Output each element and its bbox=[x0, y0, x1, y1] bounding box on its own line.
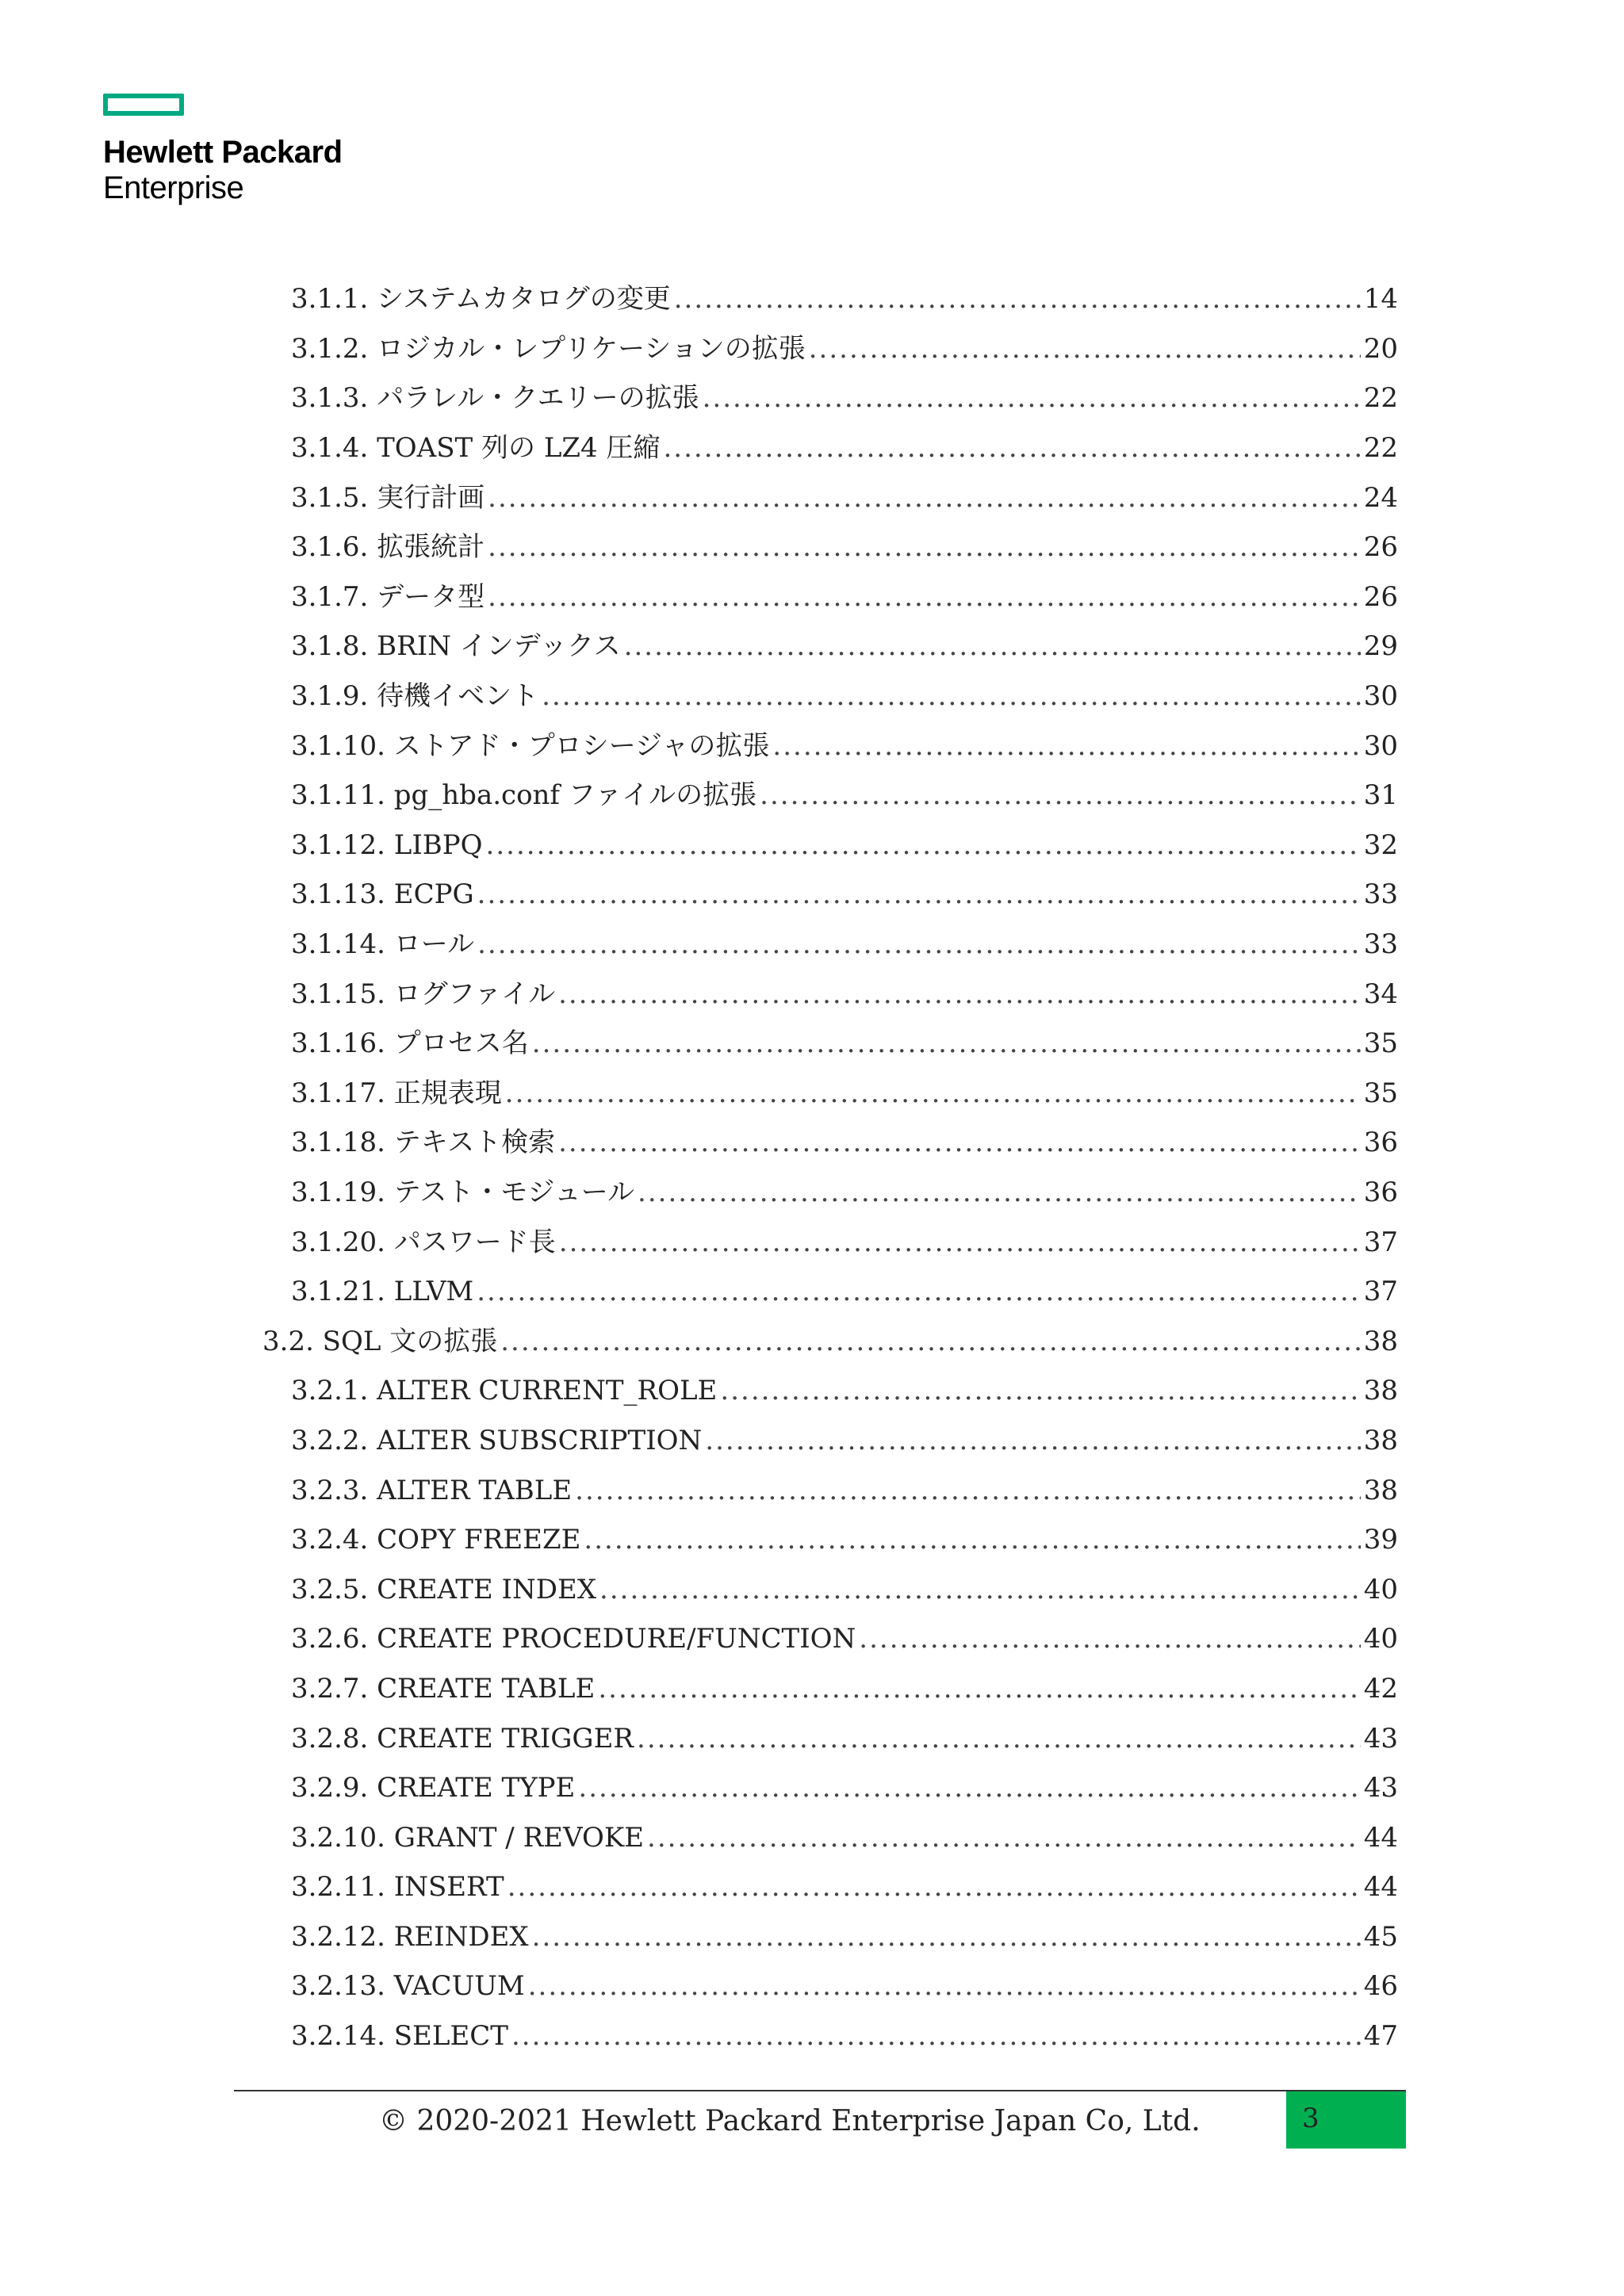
toc-entry-line bbox=[291, 432, 1398, 464]
toc-dot-leader bbox=[505, 1077, 1361, 1109]
toc-entry-page: 43 bbox=[1363, 1772, 1398, 1804]
toc-entry[interactable] bbox=[0, 522, 1624, 572]
toc-entry[interactable] bbox=[0, 969, 1624, 1019]
toc-entry-line bbox=[291, 878, 1398, 910]
toc-entry-page: 43 bbox=[1363, 1722, 1398, 1755]
toc-entry[interactable] bbox=[0, 423, 1624, 473]
page-number-box bbox=[1286, 2091, 1406, 2149]
toc-entry[interactable] bbox=[0, 1614, 1624, 1664]
toc-entry-label: 3.2.14. SELECT bbox=[291, 2020, 508, 2053]
toc-entry-line bbox=[291, 1623, 1398, 1655]
toc-dot-leader bbox=[647, 1822, 1361, 1854]
toc-entry-line bbox=[291, 1822, 1398, 1854]
footer-copyright: © 2020-2021 Hewlett Packard Enterprise Japan Co, Ltd. bbox=[379, 2105, 1201, 2137]
toc-entry[interactable] bbox=[0, 771, 1624, 821]
toc-dot-leader bbox=[508, 1871, 1361, 1903]
table-of-contents bbox=[0, 274, 1624, 2061]
toc-dot-leader bbox=[624, 630, 1361, 662]
toc-entry-label: 3.1.1. システムカタログの変更 bbox=[291, 283, 671, 316]
toc-entry[interactable] bbox=[0, 1019, 1624, 1069]
toc-entry[interactable] bbox=[0, 473, 1624, 522]
toc-dot-leader bbox=[674, 283, 1361, 315]
toc-entry-page: 14 bbox=[1363, 283, 1398, 316]
company-logo bbox=[103, 94, 343, 206]
toc-entry-page: 37 bbox=[1363, 1276, 1398, 1308]
toc-entry-page: 46 bbox=[1363, 1970, 1398, 2003]
toc-dot-leader bbox=[703, 382, 1361, 414]
toc-entry-line bbox=[291, 1871, 1398, 1903]
toc-entry-line bbox=[291, 1425, 1398, 1456]
toc-entry[interactable] bbox=[0, 1912, 1624, 1962]
toc-entry-label: 3.1.2. ロジカル・レプリケーションの拡張 bbox=[291, 332, 806, 365]
toc-entry[interactable] bbox=[0, 1118, 1624, 1168]
toc-entry[interactable] bbox=[0, 1961, 1624, 2011]
logo-text-line1: Hewlett Packard bbox=[103, 135, 343, 170]
toc-entry[interactable] bbox=[0, 324, 1624, 374]
toc-dot-leader bbox=[720, 1375, 1360, 1406]
toc-entry-line bbox=[291, 1077, 1398, 1109]
toc-entry-page: 44 bbox=[1363, 1871, 1398, 1904]
toc-entry-line bbox=[291, 1673, 1398, 1705]
footer-divider bbox=[234, 2090, 1406, 2091]
toc-entry-page: 26 bbox=[1363, 531, 1398, 564]
toc-entry-line bbox=[291, 1574, 1398, 1605]
toc-entry-label: 3.2.7. CREATE TABLE bbox=[291, 1672, 596, 1705]
toc-dot-leader bbox=[578, 1772, 1360, 1804]
toc-entry-line bbox=[291, 1375, 1398, 1406]
toc-entry-line bbox=[262, 1326, 1398, 1357]
toc-entry-line bbox=[291, 1226, 1398, 1258]
toc-dot-leader bbox=[488, 581, 1361, 613]
toc-entry-page: 26 bbox=[1363, 580, 1398, 613]
toc-entry[interactable] bbox=[0, 672, 1624, 721]
toc-dot-leader bbox=[599, 1574, 1361, 1605]
toc-entry-line bbox=[291, 333, 1398, 365]
toc-entry-line bbox=[291, 2020, 1398, 2052]
toc-entry[interactable] bbox=[0, 622, 1624, 672]
toc-entry-page: 33 bbox=[1363, 878, 1398, 911]
toc-entry-line bbox=[291, 382, 1398, 414]
toc-entry-line bbox=[291, 779, 1398, 811]
toc-entry-page: 39 bbox=[1363, 1524, 1398, 1556]
toc-entry[interactable] bbox=[0, 1168, 1624, 1218]
toc-dot-leader bbox=[532, 1921, 1361, 1953]
toc-entry-label: 3.2.12. REINDEX bbox=[291, 1920, 529, 1953]
toc-entry-page: 38 bbox=[1363, 1474, 1398, 1506]
toc-entry[interactable] bbox=[0, 2011, 1624, 2061]
toc-entry-page: 38 bbox=[1363, 1325, 1398, 1357]
toc-entry-page: 36 bbox=[1363, 1176, 1398, 1208]
toc-dot-leader bbox=[488, 531, 1361, 563]
toc-dot-leader bbox=[809, 333, 1361, 365]
toc-entry-label: 3.1.15. ログファイル bbox=[291, 978, 556, 1010]
toc-entry-label: 3.1.16. プロセス名 bbox=[291, 1027, 529, 1060]
toc-entry-page: 24 bbox=[1363, 481, 1398, 514]
toc-dot-leader bbox=[528, 1970, 1361, 2002]
toc-dot-leader bbox=[584, 1524, 1360, 1556]
toc-dot-leader bbox=[663, 432, 1360, 464]
toc-entry-label: 3.1.12. LIBPQ bbox=[291, 828, 483, 861]
toc-entry-label: 3.2. SQL 文の拡張 bbox=[262, 1325, 498, 1357]
toc-entry-page: 35 bbox=[1363, 1077, 1398, 1109]
toc-entry-line bbox=[291, 1177, 1398, 1208]
toc-entry-page: 40 bbox=[1363, 1623, 1398, 1655]
toc-entry[interactable] bbox=[0, 1069, 1624, 1119]
toc-entry-label: 3.1.20. パスワード長 bbox=[291, 1226, 556, 1258]
toc-entry-label: 3.1.5. 実行計画 bbox=[291, 481, 485, 514]
toc-entry[interactable] bbox=[0, 1763, 1624, 1813]
toc-entry[interactable] bbox=[0, 1664, 1624, 1714]
toc-entry-line bbox=[291, 1027, 1398, 1059]
toc-entry[interactable] bbox=[0, 1366, 1624, 1416]
toc-entry-page: 30 bbox=[1363, 680, 1398, 713]
toc-entry-label: 3.2.9. CREATE TYPE bbox=[291, 1772, 576, 1804]
toc-dot-leader bbox=[488, 482, 1361, 514]
toc-entry-label: 3.1.6. 拡張統計 bbox=[291, 531, 485, 564]
toc-entry-line bbox=[291, 680, 1398, 712]
toc-entry[interactable] bbox=[0, 572, 1624, 622]
toc-entry-label: 3.1.10. ストアド・プロシージャの拡張 bbox=[291, 729, 770, 762]
toc-entry-label: 3.2.11. INSERT bbox=[291, 1871, 504, 1904]
toc-entry-label: 3.2.1. ALTER CURRENT_ROLE bbox=[291, 1375, 718, 1407]
toc-entry-label: 3.2.13. VACUUM bbox=[291, 1970, 525, 2003]
toc-entry[interactable] bbox=[0, 1564, 1624, 1614]
toc-entry-label: 3.2.5. CREATE INDEX bbox=[291, 1573, 597, 1605]
toc-dot-leader bbox=[598, 1673, 1360, 1705]
toc-dot-leader bbox=[859, 1623, 1360, 1655]
toc-dot-leader bbox=[558, 1127, 1361, 1158]
page-number: 3 bbox=[1302, 2103, 1320, 2134]
toc-entry[interactable] bbox=[0, 1267, 1624, 1317]
toc-entry[interactable] bbox=[0, 1316, 1624, 1366]
toc-dot-leader bbox=[477, 878, 1361, 910]
toc-entry-page: 29 bbox=[1363, 630, 1398, 663]
toc-entry-label: 3.1.3. パラレル・クエリーの拡張 bbox=[291, 382, 699, 415]
toc-entry-page: 34 bbox=[1363, 978, 1398, 1010]
toc-entry[interactable] bbox=[0, 1217, 1624, 1267]
toc-dot-leader bbox=[532, 1027, 1361, 1059]
toc-entry-label: 3.1.9. 待機イベント bbox=[291, 680, 539, 713]
toc-entry-page: 20 bbox=[1363, 332, 1398, 365]
toc-entry-line bbox=[291, 1276, 1398, 1307]
toc-dot-leader bbox=[760, 779, 1361, 811]
toc-dot-leader bbox=[772, 730, 1360, 762]
toc-entry-line bbox=[291, 978, 1398, 1010]
toc-entry[interactable] bbox=[0, 721, 1624, 771]
toc-entry-label: 3.1.8. BRIN インデックス bbox=[291, 630, 621, 663]
toc-entry-line bbox=[291, 928, 1398, 960]
toc-entry-line bbox=[291, 730, 1398, 762]
toc-entry-label: 3.1.18. テキスト検索 bbox=[291, 1127, 556, 1159]
toc-entry-page: 40 bbox=[1363, 1573, 1398, 1605]
toc-dot-leader bbox=[637, 1723, 1361, 1755]
toc-entry-line bbox=[291, 1772, 1398, 1804]
toc-dot-leader bbox=[511, 2020, 1361, 2052]
toc-dot-leader bbox=[638, 1177, 1361, 1208]
toc-dot-leader bbox=[705, 1425, 1360, 1456]
toc-entry-page: 38 bbox=[1363, 1375, 1398, 1407]
toc-entry-page: 30 bbox=[1363, 729, 1398, 762]
toc-dot-leader bbox=[558, 978, 1361, 1010]
toc-entry-label: 3.2.3. ALTER TABLE bbox=[291, 1474, 573, 1506]
toc-entry-page: 36 bbox=[1363, 1127, 1398, 1159]
toc-entry-page: 22 bbox=[1363, 432, 1398, 465]
toc-entry-label: 3.2.2. ALTER SUBSCRIPTION bbox=[291, 1424, 703, 1456]
toc-entry-page: 42 bbox=[1363, 1672, 1398, 1705]
logo-rectangle-icon bbox=[103, 94, 184, 116]
toc-entry[interactable] bbox=[0, 1416, 1624, 1466]
toc-entry[interactable] bbox=[0, 920, 1624, 970]
toc-entry-label: 3.1.4. TOAST 列の LZ4 圧縮 bbox=[291, 432, 661, 465]
toc-dot-leader bbox=[486, 829, 1361, 861]
toc-entry[interactable] bbox=[0, 870, 1624, 920]
toc-entry-page: 47 bbox=[1363, 2020, 1398, 2053]
toc-entry[interactable] bbox=[0, 1465, 1624, 1515]
toc-entry-line bbox=[291, 531, 1398, 563]
toc-entry-page: 38 bbox=[1363, 1424, 1398, 1456]
toc-entry-line bbox=[291, 581, 1398, 613]
toc-entry-line bbox=[291, 1921, 1398, 1953]
toc-entry-line bbox=[291, 1524, 1398, 1556]
toc-entry[interactable] bbox=[0, 274, 1624, 324]
toc-entry-label: 3.1.14. ロール bbox=[291, 928, 475, 961]
toc-entry-label: 3.1.21. LLVM bbox=[291, 1276, 474, 1308]
toc-entry[interactable] bbox=[0, 821, 1624, 871]
toc-entry-line bbox=[291, 1127, 1398, 1158]
toc-entry-label: 3.2.10. GRANT / REVOKE bbox=[291, 1821, 645, 1854]
toc-entry-line bbox=[291, 630, 1398, 662]
toc-entry-label: 3.1.17. 正規表現 bbox=[291, 1077, 502, 1109]
toc-entry-label: 3.1.13. ECPG bbox=[291, 878, 474, 911]
toc-entry-line bbox=[291, 1970, 1398, 2002]
toc-entry-line bbox=[291, 482, 1398, 514]
toc-entry-label: 3.1.19. テスト・モジュール bbox=[291, 1176, 635, 1208]
toc-entry-label: 3.1.7. データ型 bbox=[291, 580, 485, 613]
toc-entry-page: 31 bbox=[1363, 779, 1398, 812]
toc-entry-line bbox=[291, 283, 1398, 315]
toc-entry[interactable] bbox=[0, 373, 1624, 423]
toc-dot-leader bbox=[477, 1276, 1360, 1307]
toc-entry[interactable] bbox=[0, 1515, 1624, 1565]
toc-entry-page: 33 bbox=[1363, 928, 1398, 961]
toc-entry-label: 3.2.4. COPY FREEZE bbox=[291, 1524, 581, 1556]
toc-entry-label: 3.1.11. pg_hba.conf ファイルの拡張 bbox=[291, 779, 757, 812]
toc-entry-label: 3.2.6. CREATE PROCEDURE/FUNCTION bbox=[291, 1623, 856, 1655]
toc-dot-leader bbox=[575, 1475, 1361, 1506]
logo-text-line2: Enterprise bbox=[103, 170, 244, 205]
toc-entry[interactable] bbox=[0, 1812, 1624, 1862]
toc-entry-page: 22 bbox=[1363, 382, 1398, 415]
toc-entry-label: 3.2.8. CREATE TRIGGER bbox=[291, 1722, 634, 1755]
toc-entry-page: 45 bbox=[1363, 1920, 1398, 1953]
toc-entry[interactable] bbox=[0, 1713, 1624, 1763]
toc-entry-line bbox=[291, 829, 1398, 861]
toc-dot-leader bbox=[477, 928, 1361, 960]
toc-entry-line bbox=[291, 1723, 1398, 1755]
toc-entry-line bbox=[291, 1475, 1398, 1506]
toc-entry-page: 35 bbox=[1363, 1027, 1398, 1060]
toc-entry-page: 32 bbox=[1363, 828, 1398, 861]
toc-entry-page: 44 bbox=[1363, 1821, 1398, 1854]
toc-dot-leader bbox=[500, 1326, 1360, 1357]
toc-entry[interactable] bbox=[0, 1862, 1624, 1912]
toc-entry-page: 37 bbox=[1363, 1226, 1398, 1258]
toc-dot-leader bbox=[542, 680, 1361, 712]
toc-dot-leader bbox=[559, 1226, 1361, 1258]
